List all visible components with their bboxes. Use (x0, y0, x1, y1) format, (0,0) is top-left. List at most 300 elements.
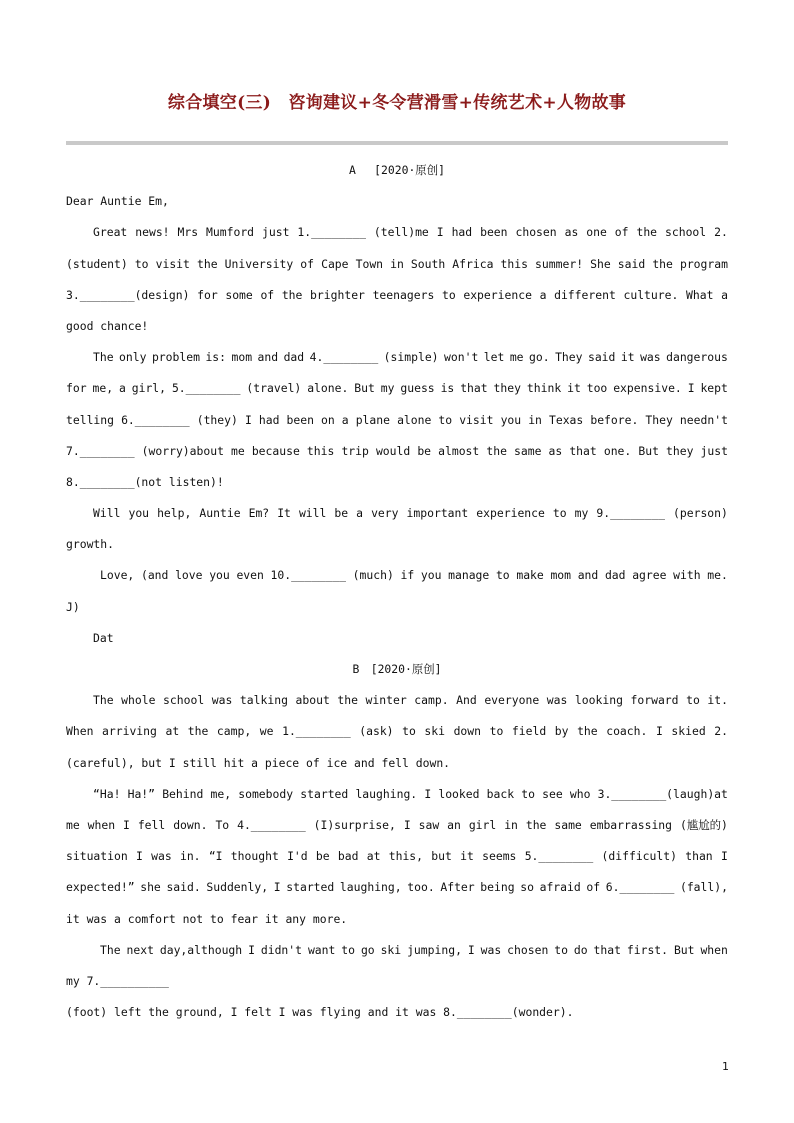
word: expensive. (613, 381, 682, 396)
word: down (453, 724, 482, 739)
word: (ask) (359, 724, 394, 739)
word: “Ha! (93, 786, 121, 801)
word: What (686, 287, 714, 302)
word: me. (707, 568, 728, 583)
word: Town (355, 256, 384, 271)
word: started (300, 786, 349, 801)
word: an (447, 817, 461, 832)
word: too. (407, 880, 435, 895)
word: plane (355, 412, 390, 427)
word: saw (418, 817, 440, 832)
word: the (525, 817, 547, 832)
word: Great (93, 225, 128, 240)
word: The (93, 350, 114, 365)
word: of (300, 256, 315, 271)
word: 4.________ (237, 817, 306, 832)
word: girl, (131, 381, 167, 396)
word: of (614, 225, 629, 240)
passage-b-line (66, 841, 728, 872)
word: the (281, 287, 303, 302)
word: the (652, 256, 673, 271)
word: looked (438, 786, 480, 801)
word: as (548, 443, 563, 458)
word: to (438, 412, 453, 427)
word: was (640, 350, 661, 365)
word: I (720, 849, 728, 864)
word: good chance! (66, 318, 149, 333)
word: seems (482, 849, 517, 864)
word: guess (400, 381, 435, 396)
word: I (136, 849, 143, 864)
word: Auntie (199, 506, 241, 521)
word: Ha!” (127, 786, 156, 801)
word: be (315, 849, 330, 864)
word: fell (137, 817, 166, 832)
word: a (118, 381, 126, 396)
word: see (542, 786, 563, 801)
word: was (546, 693, 568, 708)
word: because (251, 443, 300, 458)
word: but (431, 849, 452, 864)
word: teenagers (372, 287, 435, 302)
passage-b-line (66, 810, 728, 841)
word: at (165, 724, 180, 739)
word: in. (179, 849, 201, 864)
word: was (480, 942, 502, 957)
word: had (258, 412, 280, 427)
word: 1.________ (282, 724, 351, 739)
word: the (577, 724, 598, 739)
word: it (620, 350, 635, 365)
word: visit (459, 412, 494, 427)
word: Africa (452, 256, 494, 271)
word: dad (283, 350, 305, 365)
word: J) (66, 599, 80, 614)
word: down. (173, 817, 208, 832)
word: this (500, 256, 528, 271)
word: to (495, 568, 510, 583)
word: me, (92, 381, 114, 396)
word: it (460, 849, 474, 864)
word: looking (574, 693, 623, 708)
word: it (567, 381, 581, 396)
word: a (539, 287, 547, 302)
page-number: 1 (722, 1060, 729, 1073)
word: kept (700, 381, 728, 396)
passage-a-line (66, 405, 728, 436)
word: Mumford (206, 225, 255, 240)
word: as (564, 225, 579, 240)
word: to (134, 256, 149, 271)
word: (fall), (679, 880, 728, 895)
word: I (403, 817, 411, 832)
word: important (406, 506, 469, 521)
word: day,although (159, 942, 243, 957)
word: situation (66, 849, 128, 864)
passage-a-line (66, 249, 728, 280)
word: a (356, 506, 364, 521)
word: coach. (606, 724, 648, 739)
word: the (486, 443, 507, 458)
word: in (390, 256, 404, 271)
word: laughing. (355, 786, 418, 801)
word: be (334, 506, 349, 521)
word: The (93, 693, 114, 708)
word: by (554, 724, 569, 739)
passage-a-line (66, 623, 728, 654)
word: to (521, 786, 535, 801)
passage-b-line (66, 997, 728, 1028)
word: agree (632, 568, 667, 583)
word: you (500, 412, 522, 427)
passage-b-line (66, 685, 728, 716)
word: 9.________ (596, 506, 665, 521)
passage-a-line (66, 311, 728, 342)
word: But (673, 942, 695, 957)
word: dangerous (666, 350, 728, 365)
word: (student) (66, 256, 128, 271)
word: she (140, 880, 161, 895)
word: bad (337, 849, 359, 864)
word: my (574, 506, 589, 521)
word: one. (603, 443, 632, 458)
word: to (489, 724, 504, 739)
word: experience (463, 287, 532, 302)
word: than (685, 849, 713, 864)
word: They (555, 350, 583, 365)
word: expected!” (66, 880, 135, 895)
word: (careful), but I still hit a piece of ice and fell down. (66, 755, 451, 770)
word: 3.________(laugh)at (597, 786, 728, 801)
passage-a-line (66, 373, 728, 404)
passage-b-line (66, 935, 728, 966)
word: was (211, 693, 233, 708)
word: school (163, 693, 205, 708)
passage-a-line (66, 498, 728, 529)
word: at (366, 849, 381, 864)
word: camp. (414, 693, 449, 708)
word: almost (438, 443, 480, 458)
word: ski (424, 724, 445, 739)
word: 5.________ (524, 849, 594, 864)
word: to (552, 506, 567, 521)
word: be (417, 443, 432, 458)
word: we (259, 724, 274, 739)
word: to (686, 693, 700, 708)
word: They (645, 412, 673, 427)
word: I (687, 381, 695, 396)
section-heading-b: B [2020·原创] (352, 662, 442, 676)
passage-a-line (66, 436, 728, 467)
word: It (277, 506, 291, 521)
word: said (587, 350, 616, 365)
word: I (273, 880, 281, 895)
word: they (493, 381, 521, 396)
word: and (577, 568, 599, 583)
passage-a-line (66, 560, 728, 591)
word: if (400, 568, 415, 583)
document-body (66, 155, 728, 1028)
word: 2. (714, 724, 728, 739)
word: about (295, 693, 330, 708)
word: 6.________ (121, 412, 190, 427)
word: me (231, 443, 245, 458)
word: chosen (515, 225, 557, 240)
word: been (286, 412, 314, 427)
word: they (666, 443, 694, 458)
word: news! (135, 225, 170, 240)
word: (simple) (383, 350, 439, 365)
word: different (554, 287, 616, 302)
word: you (128, 506, 150, 521)
word: (much) (352, 568, 394, 583)
word: talking (239, 693, 288, 708)
word: forward (630, 693, 679, 708)
word: a (341, 412, 349, 427)
word: is: (205, 350, 227, 365)
word: mom (231, 350, 253, 365)
word: this, (388, 849, 424, 864)
word: visit (155, 256, 190, 271)
word: in (504, 817, 518, 832)
word: and (257, 350, 279, 365)
word: you (209, 568, 230, 583)
word: I (655, 724, 663, 739)
word: think (526, 381, 562, 396)
word: one (586, 225, 607, 240)
word: telling (66, 412, 115, 427)
word: make (516, 568, 544, 583)
word: (they) (196, 412, 238, 427)
word: want (307, 942, 336, 957)
word: first. (626, 942, 669, 957)
word: when (87, 817, 116, 832)
word: growth. (66, 537, 115, 552)
word: (tell)me (373, 225, 429, 240)
word: But (354, 381, 375, 396)
word: next (126, 942, 154, 957)
word: it was a comfort not to fear it any more. (66, 911, 348, 926)
word: experience (476, 506, 545, 521)
word: of (260, 287, 275, 302)
word: But (638, 443, 659, 458)
word: would (375, 443, 411, 458)
word: summer! (535, 256, 584, 271)
word: that (460, 381, 488, 396)
word: Mrs (177, 225, 199, 240)
word: 4.________ (309, 350, 379, 365)
word: needn't (679, 412, 728, 427)
word: said (617, 256, 646, 271)
word: you (420, 568, 442, 583)
passage-a-line (66, 342, 728, 373)
word: I (248, 942, 255, 957)
word: 10.________ (270, 568, 346, 583)
passage-a-line (66, 217, 728, 248)
word: Em? (248, 506, 270, 521)
word: of (586, 880, 601, 895)
word: South (410, 256, 446, 271)
word: 6.________ (605, 880, 675, 895)
passage-b-line (66, 872, 728, 903)
word: arriving (102, 724, 157, 739)
word: trip (341, 443, 369, 458)
passage-a-line (66, 467, 728, 498)
word: ski (380, 942, 402, 957)
word: (person) (673, 506, 728, 521)
word: just (700, 443, 728, 458)
word: some (225, 287, 253, 302)
word: this (306, 443, 335, 458)
word: alone. (307, 381, 349, 396)
passage-a-line (66, 592, 728, 623)
word: been (480, 225, 508, 240)
word: let (483, 350, 505, 365)
word: help, (157, 506, 192, 521)
title-divider (66, 141, 728, 145)
word: (and (140, 568, 169, 583)
word: same (514, 443, 542, 458)
word: school (665, 225, 707, 240)
passage-b-line (66, 716, 728, 747)
word: 8.________(not listen)! (66, 474, 224, 489)
word: started (286, 880, 335, 895)
word: embarrassing (589, 817, 673, 832)
word: She (590, 256, 611, 271)
word: the (187, 724, 209, 739)
word: field (511, 724, 547, 739)
word: mom (550, 568, 572, 583)
word: only (119, 350, 147, 365)
word: Behind (162, 786, 204, 801)
word: brighter (310, 287, 365, 302)
word: for (66, 381, 87, 396)
word: everyone (484, 693, 540, 708)
word: Suddenly, (206, 880, 269, 895)
word: problem (151, 350, 200, 365)
passage-b-line (66, 748, 728, 779)
word: chosen (507, 942, 549, 957)
word: Love, (100, 568, 135, 583)
word: I (424, 786, 432, 801)
word: (I)surprise, (313, 817, 396, 832)
word: To (215, 817, 230, 832)
word: laughing, (339, 880, 402, 895)
word: a (721, 287, 728, 302)
word: too (586, 381, 608, 396)
word: (travel) (246, 381, 302, 396)
word: go. (529, 350, 550, 365)
word: skied (671, 724, 706, 739)
word: “I (208, 849, 223, 864)
word: And (456, 693, 477, 708)
word: being (480, 880, 515, 895)
word: I (244, 412, 252, 427)
word: will (298, 506, 327, 521)
word: girl (468, 817, 497, 832)
word: was (151, 849, 172, 864)
word: my (380, 381, 395, 396)
word: do (573, 942, 588, 957)
word: to (441, 287, 456, 302)
word: 2. (714, 225, 728, 240)
word: had (451, 225, 473, 240)
word: 5.________ (171, 381, 241, 396)
section-heading-a: A [2020·原创] (349, 163, 445, 177)
passage-a-line (66, 186, 728, 217)
word: Texas (548, 412, 584, 427)
word: 1.________ (297, 225, 366, 240)
word: back (486, 786, 515, 801)
passage-a-line (66, 529, 728, 560)
word: on (321, 412, 335, 427)
word: 3.________(design) (66, 287, 190, 302)
word: culture. (623, 287, 679, 302)
word: University (224, 256, 294, 271)
word: in (528, 412, 542, 427)
word: that (569, 443, 597, 458)
word: (尴尬的) (679, 817, 728, 832)
word: dad (604, 568, 626, 583)
word: winter (365, 693, 407, 708)
word: for (197, 287, 218, 302)
word: with (673, 568, 701, 583)
word: thought (230, 849, 279, 864)
word: my 7.__________ (66, 973, 169, 988)
word: Dear Auntie Em, (66, 194, 169, 209)
passage-b-line (66, 966, 728, 997)
word: After (440, 880, 475, 895)
word: very (371, 506, 399, 521)
word: won't (444, 350, 479, 365)
word: alone (397, 412, 432, 427)
word: even (236, 568, 264, 583)
word: didn't (260, 942, 303, 957)
word: to (341, 942, 356, 957)
word: jumping, (407, 942, 462, 957)
word: The (100, 942, 121, 957)
word: manage (448, 568, 490, 583)
word: whole (121, 693, 156, 708)
word: the (636, 225, 658, 240)
word: program (679, 256, 728, 271)
word: same (554, 817, 582, 832)
word: (foot) left the ground, I felt I was flying and it was 8.________(wonder). (66, 1005, 574, 1020)
word: me (509, 350, 524, 365)
word: the (337, 693, 358, 708)
word: love (175, 568, 203, 583)
word: before. (590, 412, 639, 427)
word: it. (707, 693, 728, 708)
word: Dat (93, 630, 114, 645)
word: somebody (238, 786, 294, 801)
word: camp, (216, 724, 252, 739)
word: just (262, 225, 290, 240)
word: I'd (287, 849, 308, 864)
word: to (402, 724, 416, 739)
word: Cape (321, 256, 349, 271)
word: afraid (539, 880, 581, 895)
word: 7.________ (66, 443, 135, 458)
word: who (569, 786, 591, 801)
passage-b-line (66, 904, 728, 935)
word: Will (93, 506, 121, 521)
passage-b-line (66, 779, 728, 810)
word: that (593, 942, 621, 957)
word: I (436, 225, 444, 240)
page-title: 综合填空(三) 咨询建议+冬令营滑雪+传统艺术+人物故事 (167, 93, 627, 113)
word: go (360, 942, 375, 957)
